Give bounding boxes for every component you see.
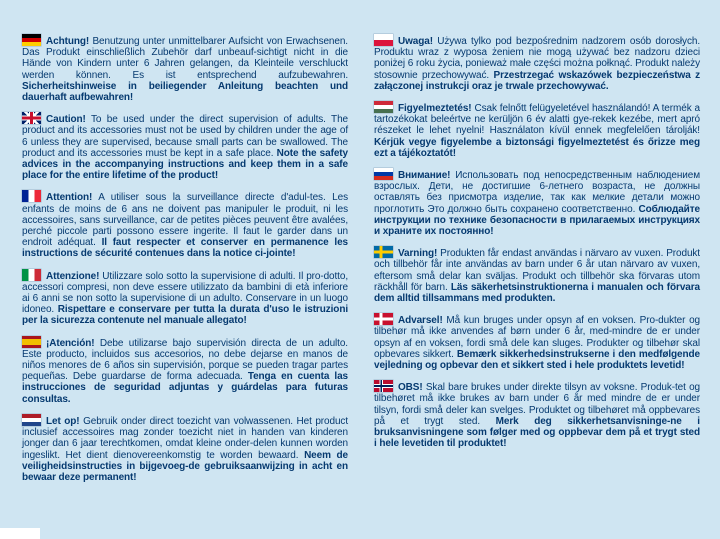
warning-lead: OBS!: [398, 382, 423, 394]
warning-note: Kérjük vegye figyelembe a biztonsági figyelmeztetést és őrizze meg ezt a tájékoztatót!: [374, 136, 700, 159]
sweden-flag-icon: [374, 246, 393, 258]
warning-body: Utilizzare solo sotto la supervisione di adulti. Il pro-dotto, accessori compresi, non deve essere utilizzato da bambini di età inferiore ai 6 anni se non sotto la supervisione di un adulto. Conservare in un luogo idoneo.: [22, 270, 348, 316]
russia-flag-icon: [374, 168, 393, 180]
warning-body: To be used under the direct supervision of adults. The product and its accessories must not be used by children under the age of 6 unless they are supervised, because small parts can be swallowed. The product and its accessories must be kept in a safe place.: [22, 114, 348, 159]
warning-body: Использовать под непосредственным наблюдением взрослых. Дети, не достигшие 6-летнего возраста, не должны оставлять без присмотра изделие, так как мелкие детали можно проглотить Это должно быть сохранено соответственно.: [374, 170, 700, 215]
warning-note: Bemærk sikkerhedsinstrukserne i den medfølgende vejledning og opbevar den et sikkert sted i hele produktets levetid!: [374, 348, 701, 372]
warning-lead: Varning!: [398, 248, 438, 260]
warning-body: Debe utilizarse bajo supervisión directa de un adulto. Este producto, incluidos sus accesorios, no debe dejarse en manos de niños menores de 6 años sin supervisión, porque se pueden tragar partes pequeñas. Debe guardarse de forma adecuada.: [22, 337, 348, 383]
poland-flag-icon: [374, 34, 393, 46]
warning-lead: Advarsel!: [398, 315, 443, 327]
germany-flag-icon: [22, 34, 41, 46]
warning-note: Neem de veiligheidsinstructies in bijgevoeg-de gebruiksaanwijzing in acht en bewaar deze permanent!: [22, 449, 348, 483]
hungary-flag-icon: [374, 101, 393, 113]
warning-lead: Figyelmeztetés!: [398, 103, 472, 115]
warning-norwegian: [374, 380, 700, 449]
warning-note: Przestrzegać wskazówek bezpieczeństwa z załączonej instrukcji oraz je trwale przechowywać.: [374, 69, 700, 92]
warning-note: Rispettare e conservare per tutta la durata d'uso le istruzioni per la sicurezza contenute nel manuale allegato!: [22, 304, 348, 327]
warning-note: Tenga en cuenta las instrucciones de seguridad adjuntas y guárdelas para futuras consultas.: [22, 371, 349, 405]
warning-lead: Внимание!: [398, 170, 451, 182]
warning-note: Note the safety advices in the accompanying instructions and keep them in a safe place for the entire lifetime of the product!: [22, 147, 348, 182]
warning-lead: Uwaga!: [398, 36, 433, 47]
warning-body: A utiliser sous la surveillance directe d'adul-tes. Les enfants de moins de 6 ans ne doivent pas manipuler le produit, ni les accessoires, sans surveillance, car de petites pièces peuvent être avalées, perché piccole parti possono essere ingerite. Il faut le garder dans un endroit adéquat.: [22, 192, 348, 249]
uk-flag-icon: [22, 112, 41, 124]
warning-lead: Caution!: [46, 114, 86, 126]
warning-column-left: [22, 34, 348, 492]
warning-note: Merk deg sikkerhetsanvisninge-ne i bruksanvisningene som følger med og oppbevar dem på et trygt sted i hele levetiden til produktet!: [374, 415, 700, 450]
warning-body: Skal bare brukes under direkte tilsyn av voksne. Produk-tet og tilbehøret må ikke brukes av barn under 6 år med mindre de er under tilsyn, fordi små deler kan svelges. Produktet og tilbehøret må oppbevares på et trygt sted.: [374, 382, 700, 427]
warning-lead: ¡Atención!: [46, 337, 95, 349]
scan-page-corner: [0, 528, 40, 539]
warning-dutch: [22, 414, 348, 483]
warning-note: Läs säkerhetsinstruktionerna i manualen och förvara dem alltid tillsammans med produkten.: [374, 281, 701, 305]
warning-note: Соблюдайте инструкции по технике безопасности в прилагаемых инструкциях и храните их постоянно!: [374, 203, 700, 238]
warning-swedish: [374, 246, 700, 304]
warning-body: Må kun bruges under opsyn af en voksen. Pro-dukter og tilbehør må ikke anvendes af børn under 6 år, med-mindre de er under opsyn af en voksen, fordi små dele kan sluges. Produkter og tilbehør skal opbevares sikkert.: [374, 315, 700, 360]
warning-german: [22, 34, 348, 103]
warning-note: Sicherheitshinweise in beiliegender Anleitung beachten und dauerhaft aufbewahren!: [22, 80, 348, 104]
warning-russian: [374, 168, 700, 237]
spain-flag-icon: [22, 336, 41, 348]
denmark-flag-icon: [374, 313, 393, 325]
warning-danish: [374, 313, 700, 371]
warning-note: Il faut respecter et conserver en permanence les instructions de sécurité contenues dans la notice ci-jointe!: [22, 237, 348, 260]
warning-english: [22, 112, 348, 181]
warning-polish: [374, 34, 700, 92]
warning-hungarian: [374, 101, 700, 159]
warning-lead: Attention!: [46, 192, 93, 204]
warning-lead: Let op!: [46, 415, 80, 427]
france-flag-icon: [22, 190, 41, 202]
warning-lead: Achtung!: [46, 36, 90, 47]
warning-lead: Attenzione!: [46, 270, 100, 282]
warning-body: Benutzung unter unmittelbarer Aufsicht von Erwachsenen. Das Produkt einschließlich Zubehör darf unbeauf-sichtigt nicht in die Hände von Kindern unter 6 Jahren gelangen, da Kleinteile verschluckt werden können. Es ist entsprechend aufzubewahren.: [22, 36, 348, 81]
warning-column-right: [374, 34, 700, 492]
warning-spanish: [22, 336, 348, 405]
warning-body: Gebruik onder direct toezicht van volwassenen. Het product inclusief accessoires mag zonder toezicht niet in handen van kinderen jonger dan 6 jaar terechtkomen, omdat kleine onder-delen kunnen worden ingeslikt. Het dient dienovereenkomstig te worden bewaard.: [22, 415, 348, 461]
warning-french: [22, 190, 348, 259]
netherlands-flag-icon: [22, 414, 41, 426]
warning-body: Csak felnőtt felügyeletével használandó! A termék a tartozékokat beleértve ne kerüljön 6 év alatti gye-rekek kezébe, mert apró részeket le lehet nyelni! Használaton kívül ennek megfelelően tárolják!: [374, 103, 700, 137]
warning-body: Produkten får endast användas i närvaro av vuxen. Produkt och tillbehör får inte användas av barn under 6 år utan närvaro av vuxen, eftersom små delar kan sväljas. Produkt och tillbehör ska förvaras utom räckhåll för barn.: [374, 248, 700, 293]
warning-body: Używa tylko pod bezpośrednim nadzorem osób dorosłych. Produktu wraz z wyposa żeniem nie mogą używać bez nadzoru dzieci poniżej 6 roku życia, ponieważ małe części można połknąć. Produkt należy stosownie przechowywać.: [374, 36, 700, 81]
warning-italian: [22, 269, 348, 327]
italy-flag-icon: [22, 269, 41, 281]
norway-flag-icon: [374, 380, 393, 392]
